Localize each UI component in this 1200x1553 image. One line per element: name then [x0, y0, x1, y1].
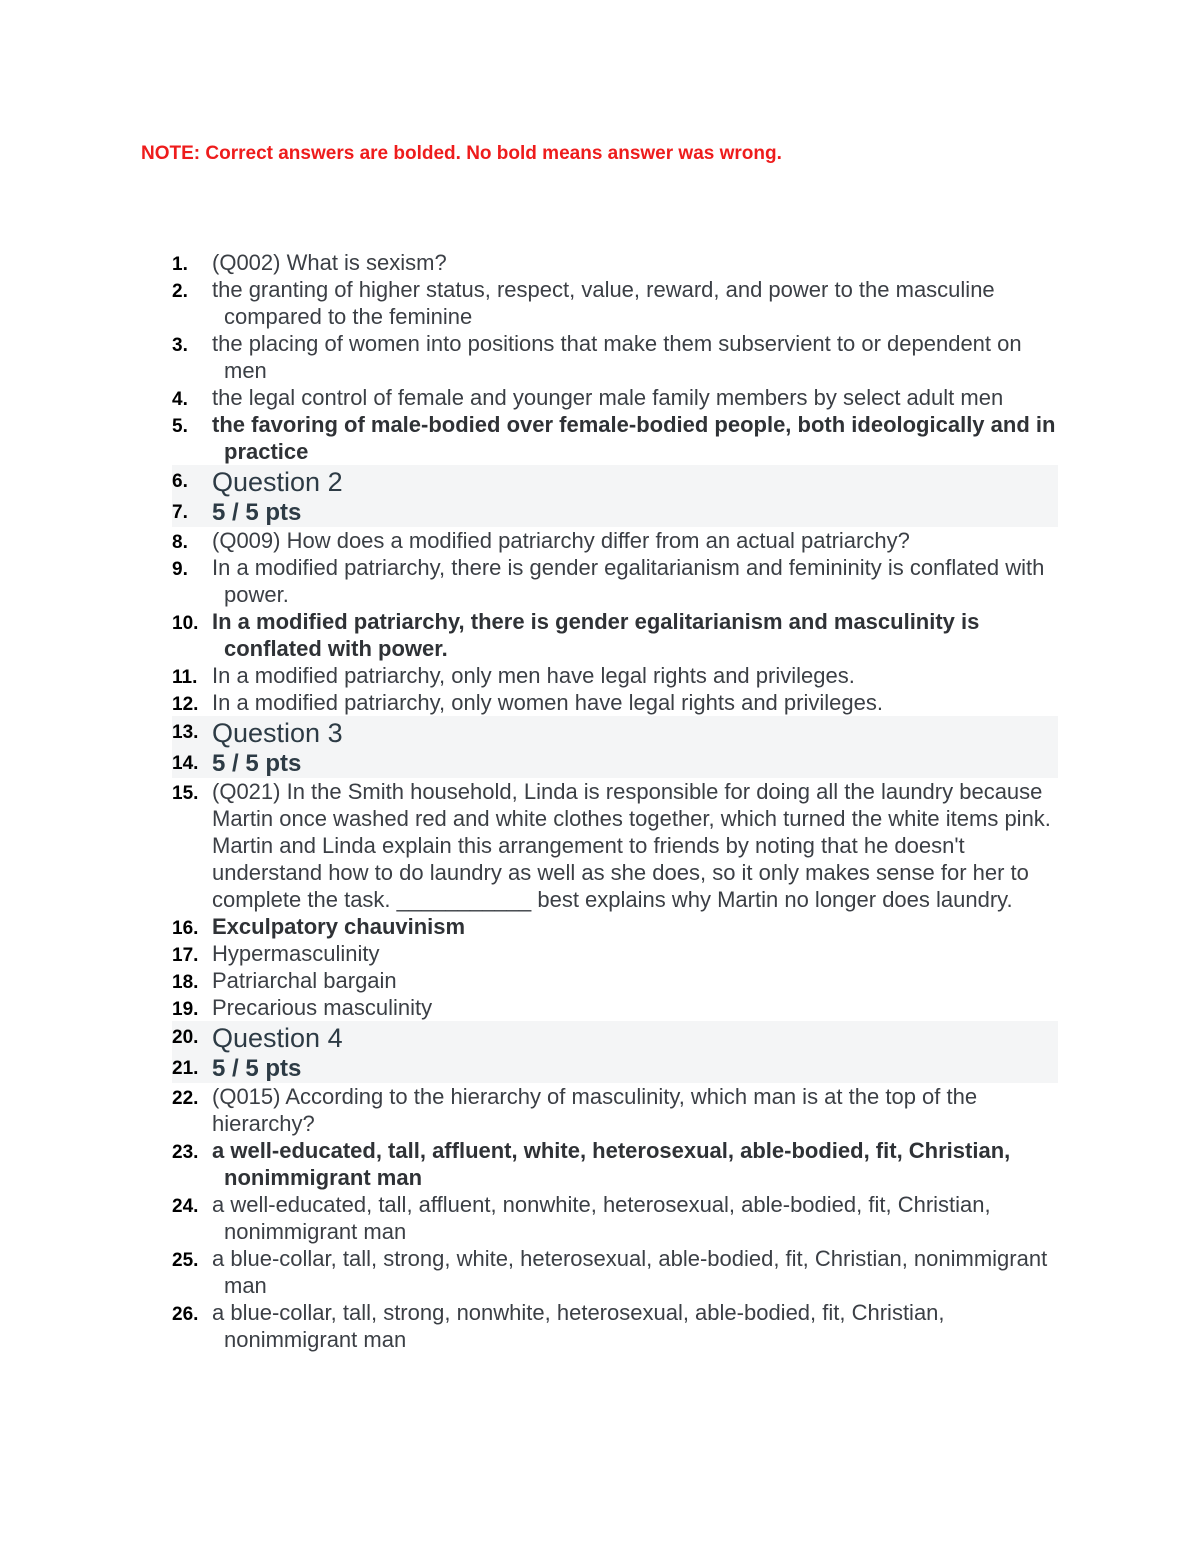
item-text: a well-educated, tall, affluent, white, heterosexual, able-bodied, fit, Christian, nonimmigrant man	[212, 1138, 1011, 1190]
list-item-option	[172, 330, 1058, 384]
list-item-option	[172, 1245, 1058, 1299]
item-number: 4.	[172, 389, 188, 410]
item-text: In a modified patriarchy, only women have legal rights and privileges.	[212, 690, 883, 715]
item-text: (Q009) How does a modified patriarchy differ from an actual patriarchy?	[212, 528, 910, 553]
item-text: (Q015) According to the hierarchy of masculinity, which man is at the top of the hierarchy?	[212, 1084, 978, 1136]
list-item-header	[172, 465, 1058, 499]
item-number: 21.	[172, 1058, 199, 1079]
item-text: In a modified patriarchy, only men have legal rights and privileges.	[212, 663, 855, 688]
list-item-question	[172, 778, 1058, 913]
note-text: NOTE: Correct answers are bolded. No bold means answer was wrong.	[141, 143, 782, 164]
item-text: Hypermasculinity	[212, 941, 380, 966]
item-text: the placing of women into positions that make them subservient to or dependent on men	[212, 331, 1022, 383]
item-number: 7.	[172, 502, 188, 523]
item-number: 22.	[172, 1088, 199, 1109]
item-number: 1.	[172, 254, 188, 275]
item-number: 17.	[172, 945, 199, 966]
item-number: 2.	[172, 281, 188, 302]
item-text: In a modified patriarchy, there is gender egalitarianism and masculinity is conflated with power.	[212, 609, 980, 661]
list-item-option	[172, 276, 1058, 330]
item-number: 26.	[172, 1304, 199, 1325]
item-number: 23.	[172, 1142, 199, 1163]
list-item-correct	[172, 913, 1058, 940]
item-number: 5.	[172, 416, 188, 437]
list-item-score	[172, 1055, 1058, 1083]
item-text: a blue-collar, tall, strong, nonwhite, heterosexual, able-bodied, fit, Christian, nonimmigrant man	[212, 1300, 945, 1352]
item-text: a well-educated, tall, affluent, nonwhite, heterosexual, able-bodied, fit, Christian, nonimmigrant man	[212, 1192, 991, 1244]
item-number: 9.	[172, 559, 188, 580]
item-text: In a modified patriarchy, there is gender egalitarianism and femininity is conflated with power.	[212, 555, 1045, 607]
list-item-correct	[172, 411, 1058, 465]
item-number: 18.	[172, 972, 199, 993]
list-item-question	[172, 527, 1058, 554]
item-number: 19.	[172, 999, 199, 1020]
item-text: Patriarchal bargain	[212, 968, 397, 993]
list-item-header	[172, 1021, 1058, 1055]
item-text: 5 / 5 pts	[212, 499, 302, 526]
item-number: 11.	[172, 667, 198, 688]
list-item-option	[172, 994, 1058, 1021]
item-number: 6.	[172, 471, 188, 492]
list-item-option	[172, 940, 1058, 967]
list-item-option	[172, 689, 1058, 716]
item-number: 12.	[172, 694, 199, 715]
item-number: 14.	[172, 753, 199, 774]
item-number: 13.	[172, 722, 199, 743]
item-number: 10.	[172, 613, 199, 634]
item-text: the favoring of male-bodied over female-bodied people, both ideologically and in practice	[212, 412, 1056, 464]
list-item-correct	[172, 1137, 1058, 1191]
item-text: a blue-collar, tall, strong, white, heterosexual, able-bodied, fit, Christian, nonimmigrant man	[212, 1246, 1048, 1298]
item-text: Question 2	[212, 467, 343, 497]
item-text: (Q002) What is sexism?	[212, 250, 447, 275]
list-item-option	[172, 554, 1058, 608]
item-number: 3.	[172, 335, 188, 356]
list-item-option	[172, 967, 1058, 994]
list-item-option	[172, 1299, 1058, 1353]
list-item-option	[172, 662, 1058, 689]
item-text: (Q021) In the Smith household, Linda is responsible for doing all the laundry because Martin once washed red and white clothes together, which turned the white items pink. Martin and Linda explain this arrangement to friends by noting that he doesn't understand how to do laundry as well as she does, so it only makes sense for her to complete the task. ___________ best explains why Martin no longer does laundry.	[212, 779, 1051, 912]
list-item-option	[172, 1191, 1058, 1245]
item-number: 24.	[172, 1196, 199, 1217]
item-number: 25.	[172, 1250, 199, 1271]
list-item-header	[172, 716, 1058, 750]
list-item-option	[172, 384, 1058, 411]
list-item-correct	[172, 608, 1058, 662]
item-text: 5 / 5 pts	[212, 750, 302, 777]
item-number: 15.	[172, 783, 199, 804]
item-text: the legal control of female and younger male family members by select adult men	[212, 385, 1004, 410]
list-item-question	[172, 249, 1058, 276]
list-item-score	[172, 499, 1058, 527]
item-number: 20.	[172, 1027, 199, 1048]
item-text: Question 3	[212, 718, 343, 748]
item-text: the granting of higher status, respect, value, reward, and power to the masculine compared to the feminine	[212, 277, 995, 329]
item-number: 8.	[172, 532, 188, 553]
item-text: Exculpatory chauvinism	[212, 914, 466, 939]
item-text: Precarious masculinity	[212, 995, 433, 1020]
item-number: 16.	[172, 918, 199, 939]
question-list	[172, 249, 1058, 1353]
list-item-question	[172, 1083, 1058, 1137]
item-text: 5 / 5 pts	[212, 1055, 302, 1082]
item-text: Question 4	[212, 1023, 343, 1053]
list-item-score	[172, 750, 1058, 778]
